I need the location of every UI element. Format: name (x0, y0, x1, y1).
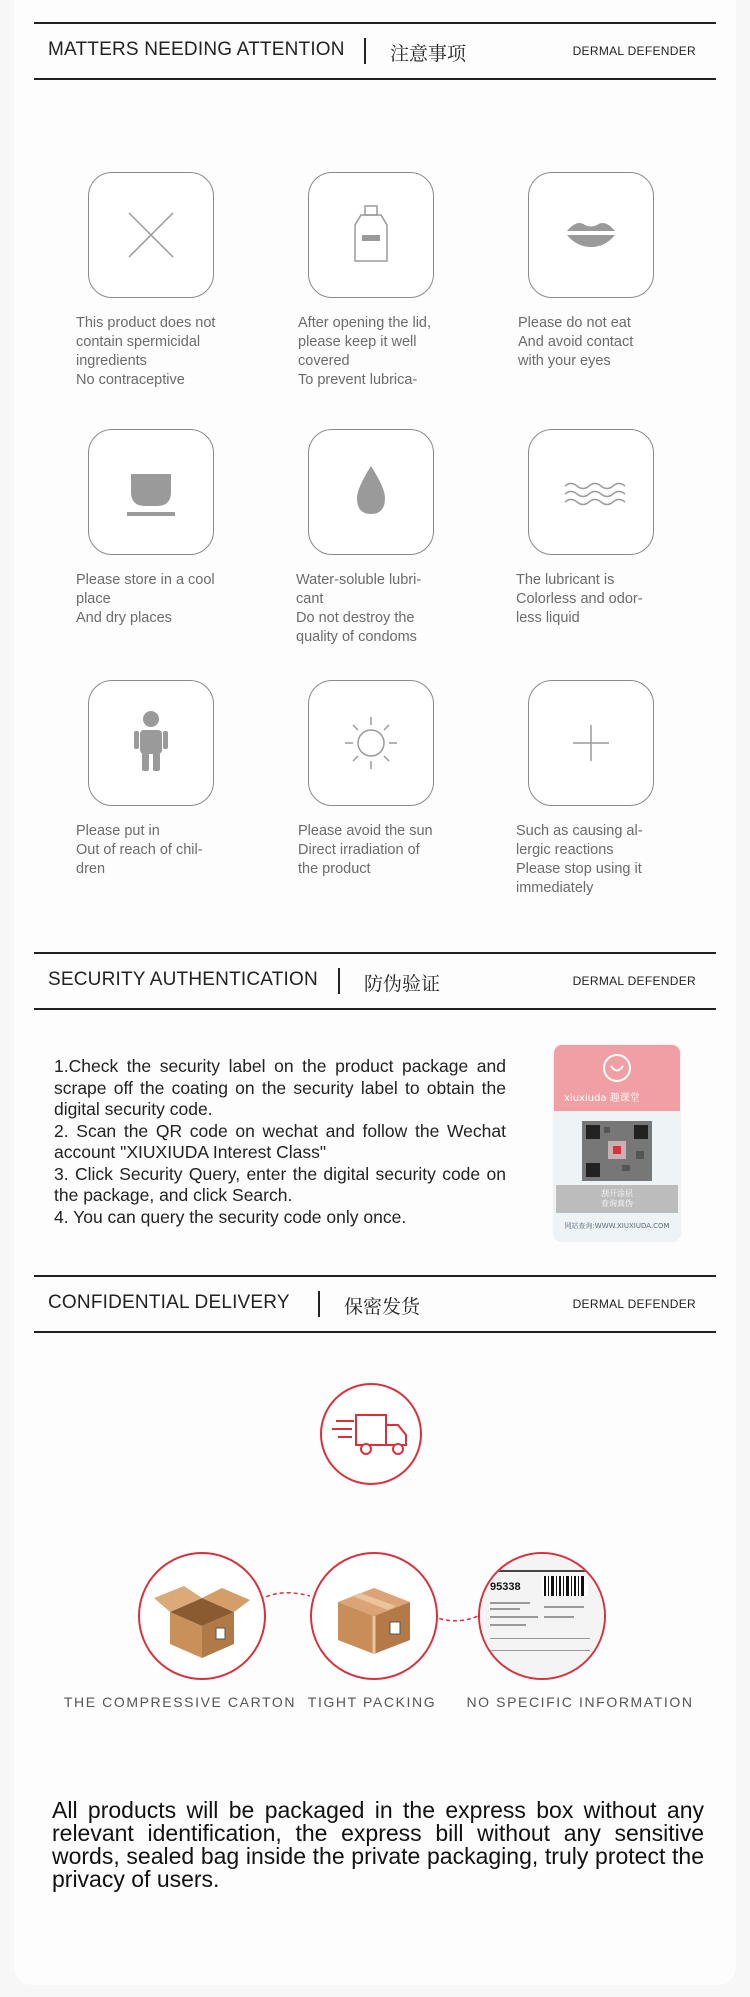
caption-do-not-eat: Please do not eat And avoid contact with your eyes (518, 315, 634, 369)
privacy-statement: All products will be packaged in the express box without any relevant identification, the express bill without any sensitive words, sealed bag inside the private packaging, truly protect the privacy of users. (52, 1797, 704, 1892)
sun-icon (308, 680, 434, 806)
delivery-title-cn: 保密发货 (344, 1296, 421, 1318)
caption-allergic: Such as causing al- lergic reactions Please stop using it immediately (516, 823, 643, 896)
caption-no-spermicide: This product does not contain spermicidal ingredients No contraceptive (76, 315, 216, 388)
bottle-icon (308, 172, 434, 298)
security-step-1: 1.Check the security label on the product package and scrape off the coating on the security label to obtain the digital security code. (54, 1056, 506, 1119)
security-header (34, 952, 716, 1010)
brand-label: DERMAL DEFENDER (572, 1297, 696, 1311)
security-title: SECURITY AUTHENTICATION (48, 969, 318, 990)
attention-title-cn: 注意事项 (390, 43, 467, 65)
security-step-4: 4. You can query the security code only once. (54, 1206, 407, 1227)
plus-icon (528, 680, 654, 806)
caption-water-soluble: Water-soluble lubri- cant Do not destroy the quality of condoms (296, 572, 422, 645)
water-drop-icon (308, 429, 434, 555)
child-icon (88, 680, 214, 806)
security-instructions (54, 1056, 506, 1228)
sealed-box-icon (310, 1552, 438, 1680)
waves-icon (528, 429, 654, 555)
brand-label: DERMAL DEFENDER (572, 44, 696, 58)
caption-avoid-sun: Please avoid the sun Direct irradiation of the product (298, 823, 433, 877)
label-logo-icon (602, 1053, 632, 1083)
caption-colorless: The lubricant is Colorless and odor- less liquid (516, 572, 643, 626)
caption-cool-place: Please store in a cool place And dry places (76, 572, 215, 626)
delivery-header (34, 1275, 716, 1333)
header-divider (318, 1291, 320, 1317)
caption-keep-covered: After opening the lid, please keep it well covered To prevent lubrica- (298, 315, 432, 388)
bill-number: 95338 (490, 1581, 521, 1593)
lips-icon (528, 172, 654, 298)
security-step-2: 2. Scan the QR code on wechat and follow the Wechat account "XIUXIUDA Interest Class" (54, 1120, 506, 1162)
security-title-cn: 防伪验证 (364, 973, 441, 995)
header-divider (364, 38, 366, 64)
open-carton-icon (138, 1552, 266, 1680)
express-bill-icon (478, 1552, 606, 1680)
cross-icon (88, 172, 214, 298)
caption-children: Please put in Out of reach of chil- dren (76, 823, 203, 877)
label-url: 网站查询:WWW.XIUXIUDA.COM (564, 1222, 670, 1230)
qr-code-icon (582, 1121, 652, 1181)
security-label-image (554, 1045, 680, 1241)
truck-icon (320, 1383, 422, 1485)
step-label-packing: TIGHT PACKING (307, 1694, 437, 1710)
brand-label: DERMAL DEFENDER (572, 974, 696, 988)
step-label-no-info: NO SPECIFIC INFORMATION (466, 1694, 694, 1710)
cup-icon (88, 429, 214, 555)
step-label-carton: THE COMPRESSIVE CARTON (63, 1694, 297, 1710)
attention-title: MATTERS NEEDING ATTENTION (48, 39, 345, 60)
delivery-title: CONFIDENTIAL DELIVERY (48, 1292, 290, 1313)
attention-header (34, 22, 716, 80)
header-divider (338, 968, 340, 994)
label-brand: xiuxiuda 趣课堂 (564, 1093, 640, 1104)
security-step-3: 3. Click Security Query, enter the digital security code on the package, and click Search. (54, 1163, 506, 1205)
scratch-text: 刮开涂层 查询真伪 (601, 1189, 633, 1208)
